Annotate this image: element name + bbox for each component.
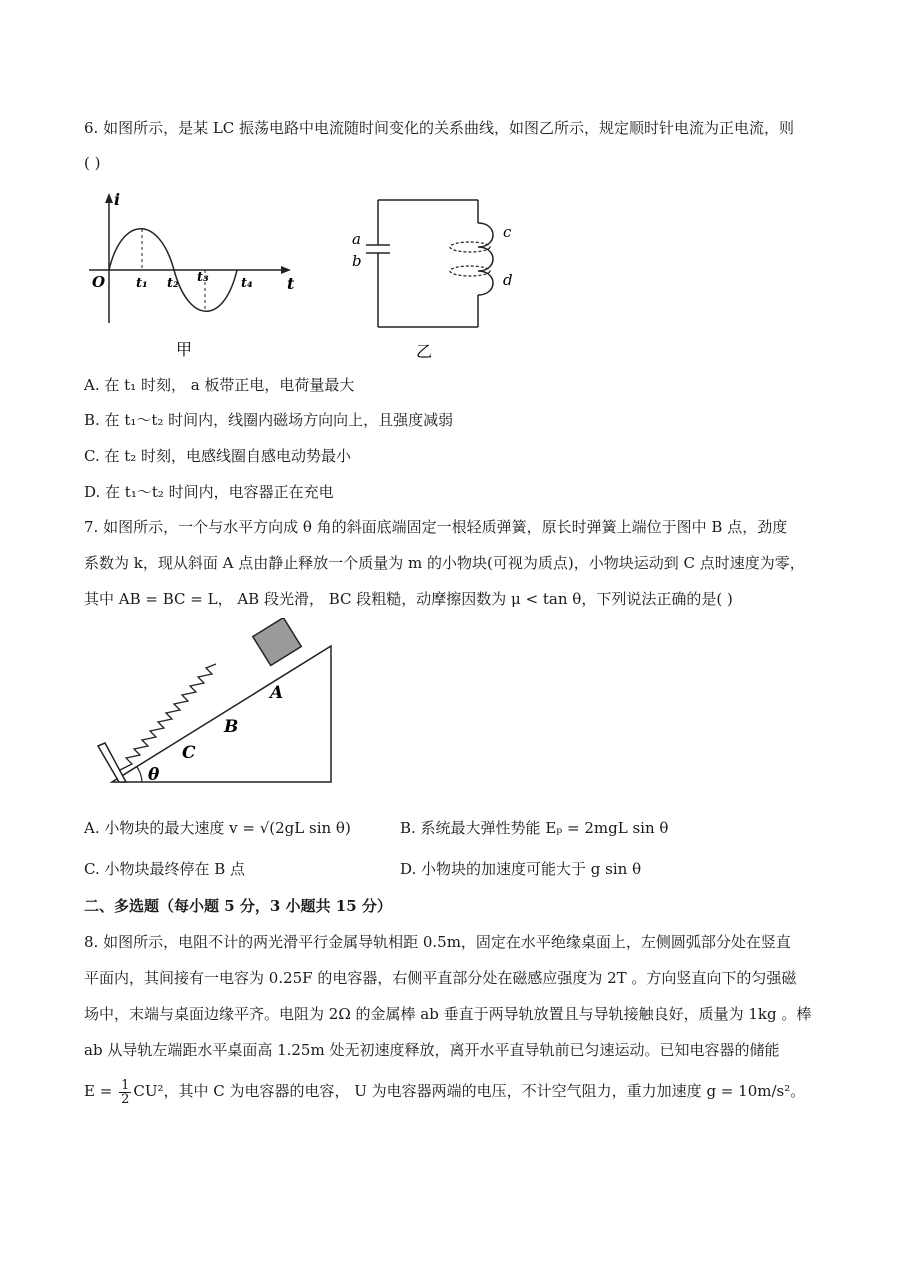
graph-x-label: t (287, 274, 295, 293)
q7-option-b: B. 系统最大弹性势能 Eₚ = 2mgL sin θ (400, 819, 669, 837)
q6-option-a: A. 在 t₁ 时刻， a 板带正电，电荷量最大 (84, 376, 355, 394)
circuit-c-label: c (503, 223, 512, 241)
q7-stem-line-1: 7. 如图所示，一个与水平方向成 θ 角的斜面底端固定一根轻质弹簧，原长时弹簧上端位于图中 B 点，劲度 (84, 518, 788, 536)
circuit-b-label: b (352, 252, 362, 270)
q7-incline-figure (90, 618, 350, 793)
circuit-a-label: a (352, 230, 361, 248)
circuit-caption: 乙 (416, 342, 433, 361)
figure-label-theta: θ (148, 765, 160, 785)
q7-stem-line-3: 其中 AB = BC = L， AB 段光滑， BC 段粗糙，动摩擦因数为 μ < tan θ，下列说法正确的是( ) (84, 590, 733, 608)
q7-option-d: D. 小物块的加速度可能大于 g sin θ (400, 860, 642, 878)
graph-caption: 甲 (176, 340, 193, 359)
q7-stem-line-2: 系数为 k，现从斜面 A 点由静止释放一个质量为 m 的小物块(可视为质点)，小物块运动到 C 点时速度为零， (84, 554, 805, 572)
q8-stem-line-5 (84, 1076, 850, 1106)
circuit-d-label: d (503, 271, 513, 289)
graph-y-label: i (114, 190, 121, 209)
graph-origin-label: O (92, 273, 106, 291)
q8-stem-line-1: 8. 如图所示，电阻不计的两光滑平行金属导轨相距 0.5m，固定在水平绝缘桌面上，左侧圆弧部分处在竖直 (84, 933, 791, 951)
fraction-denominator: 2 (121, 1091, 130, 1107)
q6-stem: 6. 如图所示，是某 LC 振荡电路中电流随时间变化的关系曲线，如图乙所示，规定顺时针电流为正电流，则 (84, 119, 795, 137)
q8-stem-line-2: 平面内，其间接有一电容为 0.25F 的电容器，右侧平直部分处在磁感应强度为 2T 。方向竖直向下的匀强磁 (84, 969, 797, 987)
graph-t4-label: t₄ (241, 276, 253, 291)
q6-graph-figure (84, 185, 304, 365)
q6-option-b: B. 在 t₁～t₂ 时间内，线圈内磁场方向向上，且强度减弱 (84, 411, 454, 429)
graph-t2-label: t₂ (167, 276, 179, 291)
graph-t3-label: t₃ (197, 270, 209, 285)
q6-option-c: C. 在 t₂ 时刻，电感线圈自感电动势最小 (84, 447, 352, 465)
graph-t1-label: t₁ (136, 276, 148, 291)
q8-energy-suffix: CU²，其中 C 为电容器的电容， U 为电容器两端的电压，不计空气阻力，重力加速度 g = 10m/s²。 (133, 1082, 806, 1100)
q8-stem-line-3: 场中，末端与桌面边缘平齐。电阻为 2Ω 的金属棒 ab 垂直于两导轨放置且与导轨接触良好，质量为 1kg 。棒 (84, 1005, 812, 1023)
q8-stem-line-4: ab 从导轨左端距水平桌面高 1.25m 处无初速度释放，离开水平直导轨前已匀速运动。已知电容器的储能 (84, 1041, 780, 1059)
q7-option-a: A. 小物块的最大速度 v = √(2gL sin θ) (84, 819, 351, 837)
section-2-heading: 二、多选题（每小题 5 分，3 小题共 15 分） (84, 897, 392, 915)
q8-energy-prefix: E = (84, 1082, 118, 1100)
figure-label-b: B (224, 717, 239, 737)
figure-label-c: C (182, 743, 196, 763)
figure-label-a: A (270, 683, 284, 703)
q8-half-fraction (119, 1079, 131, 1106)
q6-option-d: D. 在 t₁～t₂ 时间内，电容器正在充电 (84, 483, 334, 501)
fraction-numerator: 1 (121, 1077, 130, 1093)
q6-circuit-figure (320, 185, 540, 365)
q7-option-c: C. 小物块最终停在 B 点 (84, 860, 246, 878)
q6-answer-paren: ( ) (84, 154, 101, 172)
